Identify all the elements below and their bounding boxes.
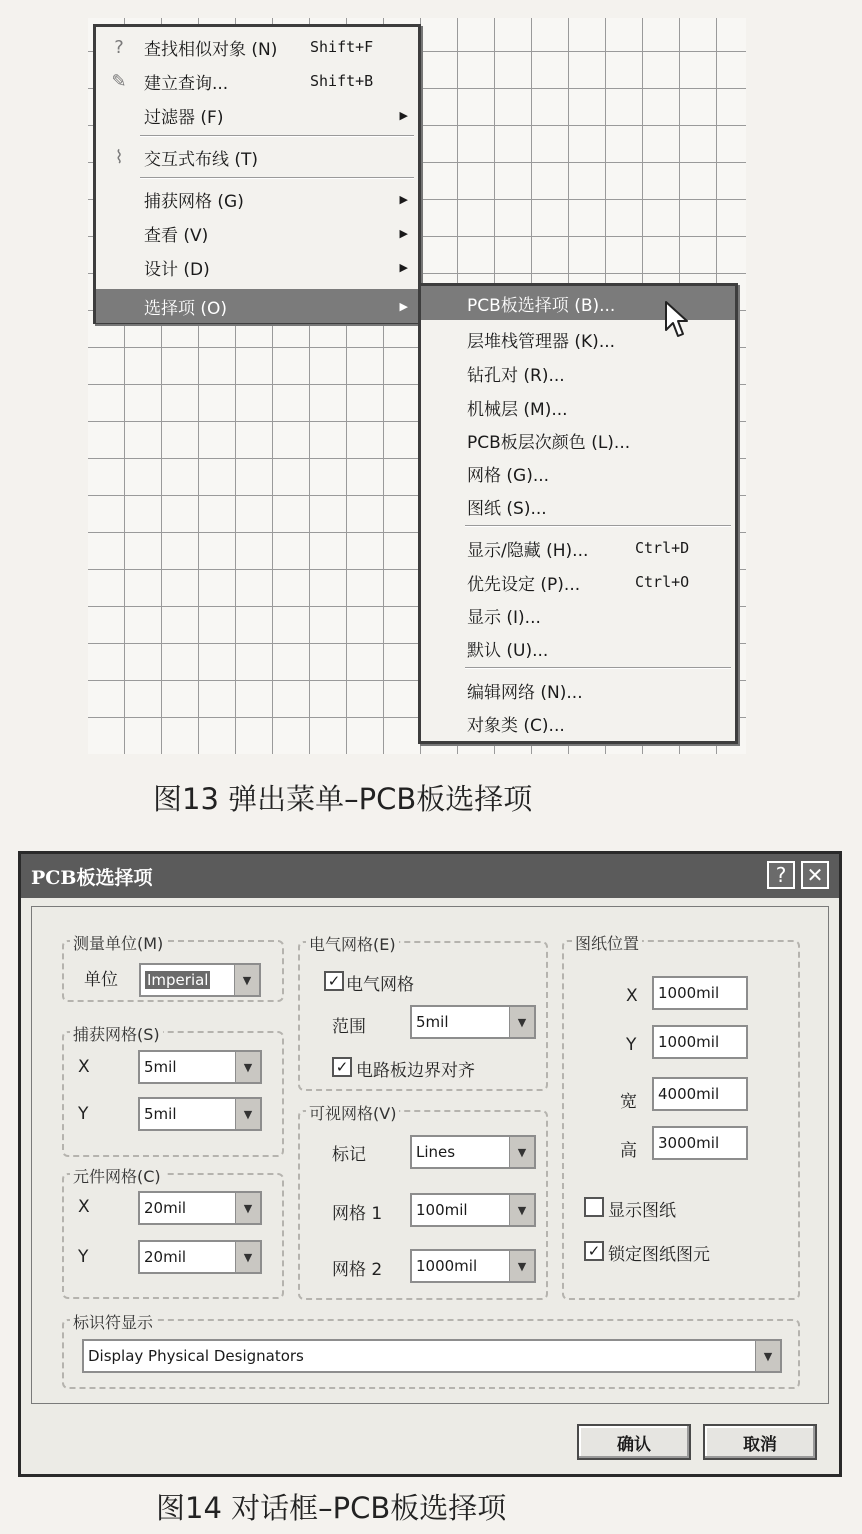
submenu-arrow-icon: ▶ bbox=[399, 260, 408, 274]
snap-grid-group-title: 捕获网格(S) bbox=[70, 1022, 163, 1045]
menu-separator bbox=[140, 177, 414, 179]
range-select[interactable]: 5mil ▼ bbox=[410, 1005, 536, 1039]
markers-select[interactable]: Lines ▼ bbox=[410, 1135, 536, 1169]
sheet-y-label: Y bbox=[626, 1035, 637, 1055]
grid1-label: 网格 1 bbox=[332, 1204, 383, 1224]
submenu-arrow-icon: ▶ bbox=[399, 192, 408, 206]
menu-item-object-classes[interactable]: 对象类 (C)... bbox=[467, 715, 565, 736]
component-x-select[interactable]: 20mil ▼ bbox=[138, 1191, 262, 1225]
dropdown-arrow-icon: ▼ bbox=[235, 1099, 260, 1129]
designator-display-select[interactable]: Display Physical Designators ▼ bbox=[82, 1339, 782, 1373]
options-submenu bbox=[418, 283, 738, 744]
component-y-label: Y bbox=[78, 1247, 89, 1267]
menu-separator bbox=[465, 525, 731, 527]
menu-item-filter[interactable]: 过滤器 (F) ▶ bbox=[144, 107, 408, 128]
main-context-menu bbox=[93, 24, 421, 324]
menu-item-interactive-routing[interactable]: ⌇ 交互式布线 (T) bbox=[96, 140, 418, 174]
figure-13-caption: 图13 弹出菜单–PCB板选择项 bbox=[153, 782, 533, 816]
grid2-label: 网格 2 bbox=[332, 1260, 383, 1280]
show-sheet-checkbox[interactable] bbox=[584, 1197, 604, 1217]
menu-item-options[interactable]: 选择项 (O) ▶ bbox=[96, 289, 418, 323]
menu-item-snap-grid[interactable]: 捕获网格 (G) ▶ bbox=[144, 191, 408, 212]
menu-item-display[interactable]: 显示 (I)... bbox=[467, 607, 541, 628]
lock-sheet-primitives-checkbox[interactable]: ✓ bbox=[584, 1241, 604, 1261]
dropdown-arrow-icon: ▼ bbox=[509, 1007, 534, 1037]
ok-button[interactable]: 确认 bbox=[577, 1424, 691, 1460]
menu-separator bbox=[140, 135, 414, 137]
electrical-grid-label: 电气网格 bbox=[346, 975, 414, 995]
dialog-titlebar bbox=[21, 854, 839, 898]
dropdown-arrow-icon: ▼ bbox=[235, 1052, 260, 1082]
menu-item-view[interactable]: 查看 (V) ▶ bbox=[144, 225, 408, 246]
help-button[interactable]: ? bbox=[767, 861, 795, 889]
dropdown-arrow-icon: ▼ bbox=[509, 1137, 534, 1167]
electrical-grid-checkbox[interactable]: ✓ bbox=[324, 971, 344, 991]
menu-item-edit-nets[interactable]: 编辑网络 (N)... bbox=[467, 682, 583, 703]
mouse-cursor-icon bbox=[664, 300, 688, 340]
grid2-select[interactable]: 1000mil ▼ bbox=[410, 1249, 536, 1283]
menu-item-pcb-board-options[interactable]: PCB板选择项 (B)... bbox=[421, 286, 735, 320]
dropdown-arrow-icon: ▼ bbox=[235, 1242, 260, 1272]
menu-item-find-similar[interactable]: ? 查找相似对象 (N) Shift+F bbox=[96, 30, 418, 64]
dropdown-arrow-icon: ▼ bbox=[509, 1251, 534, 1281]
component-y-select[interactable]: 20mil ▼ bbox=[138, 1240, 262, 1274]
sheet-position-group-title: 图纸位置 bbox=[572, 931, 642, 954]
snap-y-select[interactable]: 5mil ▼ bbox=[138, 1097, 262, 1131]
markers-label: 标记 bbox=[332, 1145, 366, 1165]
dropdown-arrow-icon: ▼ bbox=[755, 1341, 780, 1371]
menu-item-show-hide[interactable]: 显示/隐藏 (H)... Ctrl+D bbox=[467, 539, 690, 561]
board-edge-align-label: 电路板边界对齐 bbox=[356, 1061, 475, 1081]
menu-item-design[interactable]: 设计 (D) ▶ bbox=[144, 259, 408, 280]
dialog-title: PCB板选择项 bbox=[31, 867, 153, 889]
submenu-arrow-icon: ▶ bbox=[399, 299, 408, 313]
submenu-arrow-icon: ▶ bbox=[399, 226, 408, 240]
interactive-routing-icon: ⌇ bbox=[114, 146, 124, 168]
electrical-grid-group-title: 电气网格(E) bbox=[306, 932, 399, 955]
menu-item-build-query[interactable]: ✎ 建立查询... Shift+B bbox=[96, 64, 418, 98]
sheet-x-label: X bbox=[626, 986, 638, 1006]
menu-item-defaults[interactable]: 默认 (U)... bbox=[467, 640, 549, 661]
component-x-label: X bbox=[78, 1197, 90, 1217]
board-edge-align-checkbox[interactable]: ✓ bbox=[332, 1057, 352, 1077]
menu-item-preferences[interactable]: 优先设定 (P)... Ctrl+O bbox=[467, 573, 690, 595]
menu-item-sheet[interactable]: 图纸 (S)... bbox=[467, 498, 547, 519]
query-builder-icon: ✎ bbox=[111, 70, 127, 92]
range-label: 范围 bbox=[332, 1017, 366, 1037]
snap-y-label: Y bbox=[78, 1104, 89, 1124]
unit-label: 单位 bbox=[84, 970, 118, 990]
sheet-width-label: 宽 bbox=[620, 1092, 637, 1112]
submenu-arrow-icon: ▶ bbox=[399, 108, 408, 122]
sheet-y-input[interactable]: 1000mil bbox=[652, 1025, 748, 1059]
sheet-width-input[interactable]: 4000mil bbox=[652, 1077, 748, 1111]
dropdown-arrow-icon: ▼ bbox=[509, 1195, 534, 1225]
dropdown-arrow-icon: ▼ bbox=[235, 1193, 260, 1223]
show-sheet-label: 显示图纸 bbox=[608, 1201, 676, 1221]
sheet-height-label: 高 bbox=[620, 1141, 637, 1161]
designator-display-group-title: 标识符显示 bbox=[70, 1310, 156, 1333]
snap-x-select[interactable]: 5mil ▼ bbox=[138, 1050, 262, 1084]
sheet-height-input[interactable]: 3000mil bbox=[652, 1126, 748, 1160]
menu-item-grids[interactable]: 网格 (G)... bbox=[467, 465, 550, 486]
menu-item-layer-colors[interactable]: PCB板层次颜色 (L)... bbox=[467, 432, 631, 453]
figure-14-caption: 图14 对话框–PCB板选择项 bbox=[156, 1491, 507, 1525]
dropdown-arrow-icon: ▼ bbox=[234, 965, 259, 995]
close-button[interactable]: ✕ bbox=[801, 861, 829, 889]
visible-grid-group-title: 可视网格(V) bbox=[306, 1101, 399, 1124]
menu-item-drill-pairs[interactable]: 钻孔对 (R)... bbox=[467, 365, 565, 386]
menu-separator bbox=[465, 667, 731, 669]
menu-item-mechanical-layers[interactable]: 机械层 (M)... bbox=[467, 399, 568, 420]
grid1-select[interactable]: 100mil ▼ bbox=[410, 1193, 536, 1227]
pcb-board-options-dialog bbox=[18, 851, 842, 1477]
find-similar-icon: ? bbox=[114, 36, 124, 58]
measurement-unit-group-title: 测量单位(M) bbox=[70, 931, 166, 954]
menu-item-layer-stack-manager[interactable]: 层堆栈管理器 (K)... bbox=[467, 331, 616, 352]
sheet-x-input[interactable]: 1000mil bbox=[652, 976, 748, 1010]
snap-x-label: X bbox=[78, 1057, 90, 1077]
lock-sheet-primitives-label: 锁定图纸图元 bbox=[608, 1245, 710, 1265]
dialog-content-panel bbox=[31, 906, 829, 1404]
component-grid-group-title: 元件网格(C) bbox=[70, 1164, 164, 1187]
cancel-button[interactable]: 取消 bbox=[703, 1424, 817, 1460]
unit-select[interactable]: Imperial ▼ bbox=[139, 963, 261, 997]
